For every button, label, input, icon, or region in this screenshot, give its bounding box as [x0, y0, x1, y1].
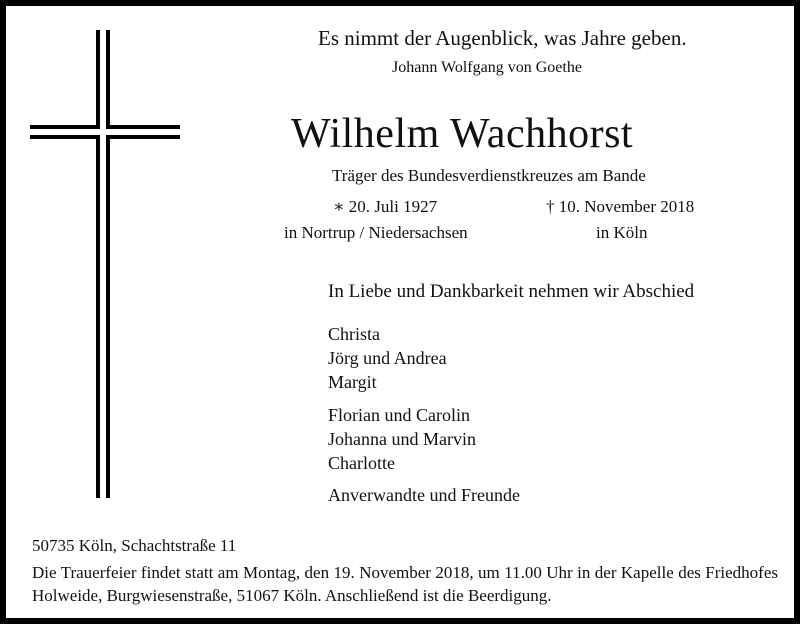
cross-vertical-line-right	[106, 30, 110, 498]
family-member: Jörg und Andrea	[328, 348, 447, 368]
relatives-line: Anverwandte und Freunde	[328, 485, 520, 505]
birth-place: in Nortrup / Niedersachsen	[284, 223, 468, 242]
family-group-2	[328, 403, 476, 475]
family-member: Charlotte	[328, 453, 395, 473]
family-member: Christa	[328, 324, 380, 344]
death-date: † 10. November 2018	[546, 197, 695, 216]
mourner-address: 50735 Köln, Schachtstraße 11	[32, 536, 237, 555]
quote-text: Es nimmt der Augenblick, was Jahre geben.	[318, 26, 687, 50]
farewell-line: In Liebe und Dankbarkeit nehmen wir Abschied	[328, 281, 695, 302]
deceased-honor: Träger des Bundesverdienstkreuzes am Bande	[332, 166, 646, 185]
cross-icon	[30, 30, 180, 498]
funeral-details: Die Trauerfeier findet statt am Montag, den 19. November 2018, um 11.00 Uhr in der Kapelle des Friedhofes Holweide, Burgwiesenstraße, 51067 Köln. Anschließend ist die Beerdigung.	[32, 563, 778, 605]
family-group-1	[328, 322, 447, 394]
family-member: Florian und Carolin	[328, 405, 470, 425]
family-member: Margit	[328, 372, 377, 392]
family-member: Johanna und Marvin	[328, 429, 476, 449]
quote-author: Johann Wolfgang von Goethe	[392, 59, 582, 76]
birth-date: ∗ 20. Juli 1927	[333, 197, 438, 216]
cross-center-gap-horizontal	[96, 129, 110, 135]
deceased-name: Wilhelm Wachhorst	[291, 111, 634, 157]
cross-vertical-line-left	[96, 30, 100, 498]
death-place: in Köln	[596, 223, 648, 242]
